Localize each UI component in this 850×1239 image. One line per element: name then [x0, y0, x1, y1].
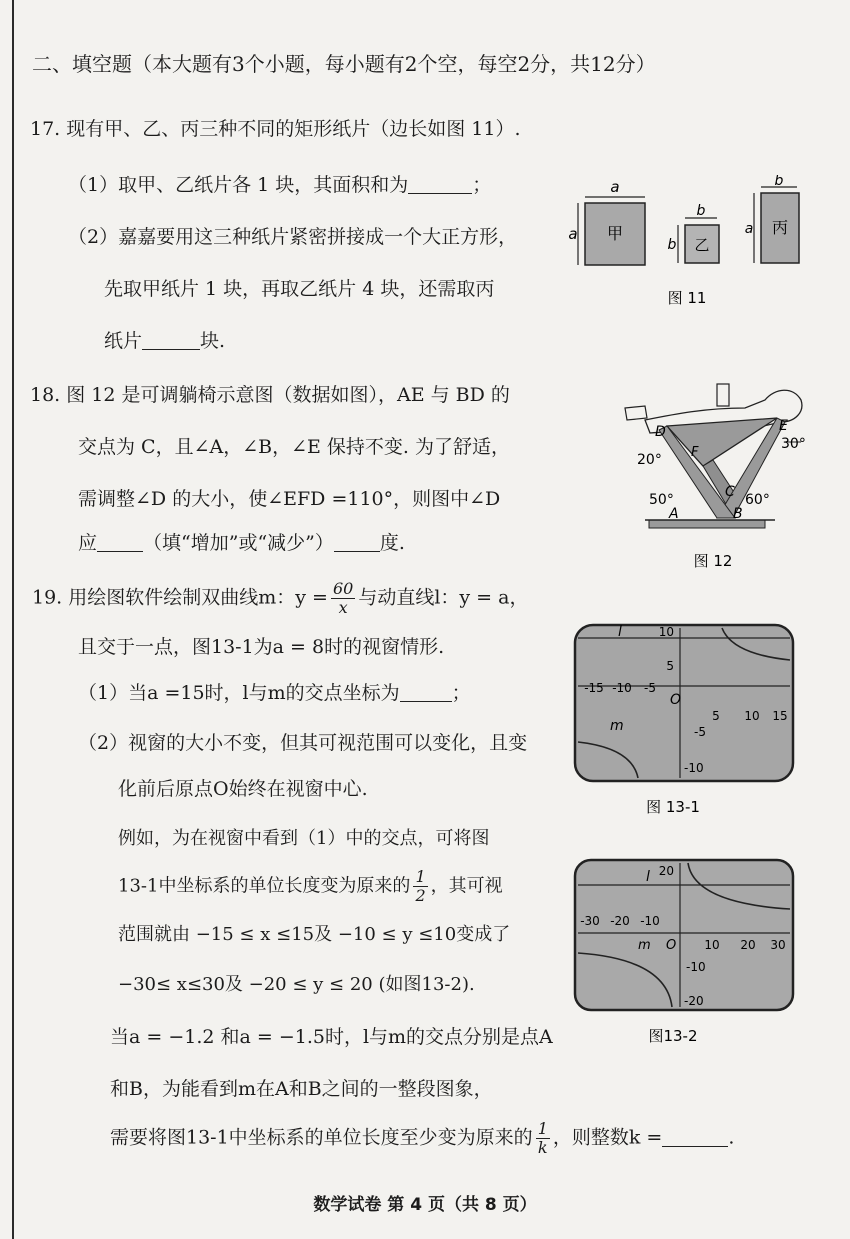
- q19-fraction-1-over-k: $\frac{1}{k}$: [537, 1119, 548, 1157]
- q19-fraction-60-over-x: $\frac{60}{x}$: [332, 579, 354, 617]
- fig12-angle-e: 30°: [781, 436, 806, 452]
- q19-fraction-half: $\frac{1}{2}$: [415, 867, 426, 905]
- q18-line2: 交点为 C，且∠A，∠B，∠E 保持不变. 为了舒适，: [78, 436, 511, 458]
- fig11-label-b-side: b: [667, 237, 677, 253]
- fig13-1-xtick: 15: [772, 709, 788, 723]
- q19-answer-blank-1[interactable]: [400, 683, 452, 702]
- q19-line2: 且交于一点，图13-1为a = 8时的视窗情形.: [78, 636, 445, 658]
- figure-13-1: [570, 620, 800, 835]
- q19-example-line4: −30≤ x≤30及 −20 ≤ y ≤ 20 (如图13-2).: [118, 974, 475, 995]
- q19-example-line7: 需要将图13-1中坐标系的单位长度至少变为原来的 $\frac{1}{k}$ ，则整数k = .: [110, 1119, 735, 1157]
- q17-part1: （1）取甲、乙纸片各 1 块，其面积和为 ；: [68, 174, 492, 196]
- q19-part1: （1）当a =15时，l与m的交点坐标为 ；: [78, 682, 471, 704]
- fig13-1-ytick: -10: [684, 761, 704, 775]
- q19-part2-line1: （2）视窗的大小不变，但其可视范围可以变化，且变: [78, 732, 528, 754]
- fig13-2-caption: 图13-2: [648, 1027, 698, 1045]
- fig13-2-xtick: 10: [704, 938, 720, 952]
- fig12-label-a: A: [669, 506, 679, 522]
- q17-answer-blank-2[interactable]: [142, 331, 200, 350]
- fig13-2-label-l: l: [646, 869, 650, 885]
- fig13-2-ytick: 20: [658, 864, 674, 878]
- fig13-2-label-o: O: [666, 938, 677, 953]
- fig13-1-xtick: 5: [712, 709, 720, 723]
- fig13-1-label-l: l: [618, 624, 622, 640]
- figure-12: [605, 378, 830, 573]
- fig13-1-label-o: O: [670, 692, 682, 708]
- fig13-1-xtick: 10: [744, 709, 760, 723]
- q17-part2-line1: （2）嘉嘉要用这三种纸片紧密拼接成一个大正方形，: [68, 226, 518, 248]
- q19-example-line5: 当a = −1.2 和a = −1.5时，l与m的交点分别是点A: [110, 1026, 553, 1048]
- fig13-1-ytick: 10: [658, 625, 674, 639]
- fig12-label-b: B: [733, 506, 743, 522]
- fig13-2-label-m: m: [638, 938, 651, 953]
- fig13-1-ytick: 5: [666, 659, 674, 673]
- fig13-2-ytick: -20: [684, 994, 704, 1008]
- q19-example-line2: 13-1中坐标系的单位长度变为原来的 $\frac{1}{2}$ ，其可视: [118, 867, 503, 905]
- fig11-label-a-side2: a: [744, 221, 754, 237]
- fig11-label-a-top: a: [610, 178, 620, 196]
- fig13-1-ytick: -5: [694, 725, 706, 739]
- fig11-piece-yi-label: 乙: [694, 236, 710, 254]
- q19-example-line3: 范围就由 −15 ≤ x ≤15及 −10 ≤ y ≤10变成了: [118, 924, 511, 945]
- fig13-1-xtick: -10: [612, 681, 632, 695]
- fig11-label-b-top2: b: [774, 175, 784, 189]
- q17-part2-line3: 纸片 块.: [104, 330, 226, 352]
- q19-part2-line2: 化前后原点O始终在视窗中心.: [118, 778, 368, 800]
- fig13-2-xtick: -30: [580, 914, 600, 928]
- q19-answer-blank-2[interactable]: [662, 1128, 728, 1147]
- fig12-label-c: C: [725, 484, 735, 500]
- q17-answer-blank-1[interactable]: [408, 175, 472, 194]
- fig13-1-label-m: m: [610, 718, 624, 734]
- fig12-angle-d: 20°: [637, 452, 662, 468]
- q18-answer-blank-2[interactable]: [334, 533, 380, 552]
- fig12-angle-b: 60°: [745, 492, 770, 508]
- fig11-label-a-side: a: [568, 225, 578, 243]
- fig11-piece-bing-label: 丙: [771, 218, 789, 237]
- margin-line: [12, 0, 14, 1239]
- fig13-1-caption: 图 13-1: [646, 798, 700, 816]
- fig12-angle-a: 50°: [649, 492, 674, 508]
- figure-11: [565, 175, 825, 305]
- fig13-2-xtick: -20: [610, 914, 630, 928]
- q19-example-line1: 例如，为在视窗中看到（1）中的交点，可将图: [118, 828, 490, 849]
- fig13-2-window: [575, 860, 793, 1010]
- fig13-2-ytick: -10: [686, 960, 706, 974]
- fig12-label-f: F: [691, 445, 699, 460]
- fig13-2-xtick: 20: [740, 938, 756, 952]
- fig13-2-xtick: 30: [770, 938, 786, 952]
- q19-line1: 19. 用绘图软件绘制双曲线m：y = $\frac{60}{x}$ 与动直线l：y = a，: [32, 579, 529, 617]
- fig13-1-xtick: -15: [584, 681, 604, 695]
- q17-part2-line2: 先取甲纸片 1 块，再取乙纸片 4 块，还需取丙: [104, 278, 495, 300]
- q18-line3: 需调整∠D 的大小，使∠EFD =110°，则图中∠D: [78, 488, 501, 510]
- fig12-ground: [649, 520, 765, 528]
- fig12-label-e: E: [779, 418, 788, 434]
- fig11-label-b-top: b: [696, 203, 706, 219]
- q19-example-line6: 和B，为能看到m在A和B之间的一整段图象，: [110, 1078, 493, 1100]
- page-footer: 数学试卷 第 4 页（共 8 页）: [313, 1195, 537, 1215]
- q18-line4: 应 （填“增加”或“减少”） 度.: [78, 532, 405, 554]
- q18-line1: 18. 图 12 是可调躺椅示意图（数据如图），AE 与 BD 的: [30, 384, 510, 406]
- fig12-feet: [625, 406, 647, 420]
- fig11-piece-jia-label: 甲: [606, 224, 624, 243]
- figure-13-2: [570, 855, 800, 1055]
- fig12-caption: 图 12: [693, 552, 733, 570]
- fig13-1-xtick: -5: [644, 681, 656, 695]
- fig12-book: [717, 384, 729, 406]
- fig11-caption: 图 11: [667, 289, 707, 305]
- section-title: 二、填空题（本大题有3个小题，每小题有2个空，每空2分，共12分）: [32, 52, 656, 76]
- fig13-1-window: [575, 625, 793, 781]
- q18-answer-blank-1[interactable]: [97, 533, 143, 552]
- fig12-label-d: D: [655, 424, 666, 440]
- fig13-2-xtick: -10: [640, 914, 660, 928]
- q17-stem: 17. 现有甲、乙、丙三种不同的矩形纸片（边长如图 11）.: [30, 118, 521, 140]
